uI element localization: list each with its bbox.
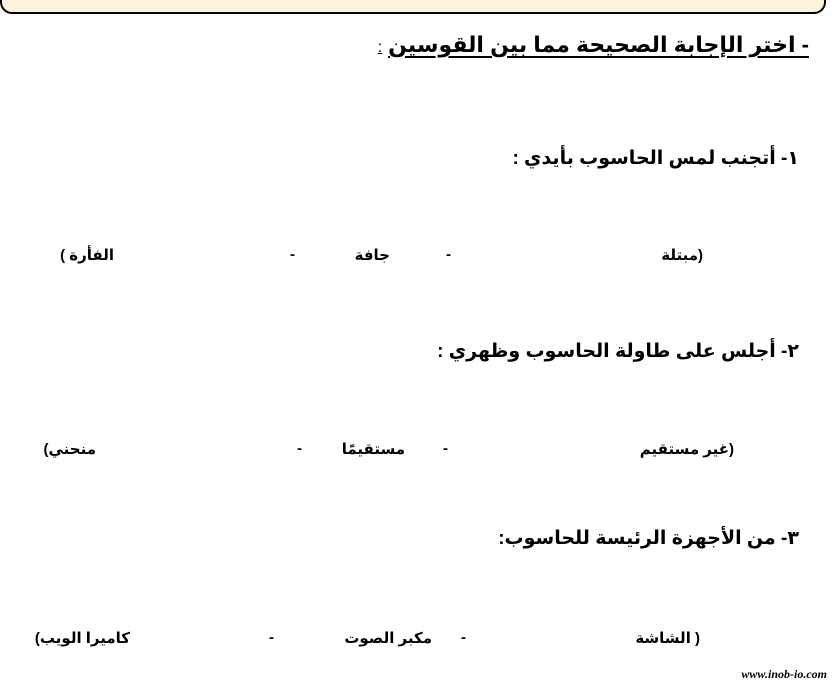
question-2-text: ٢- أجلس على طاولة الحاسوب وظهري :: [437, 341, 799, 362]
question-1-separator-2: -: [290, 246, 295, 263]
question-2-option-1: (غير مستقيم: [639, 441, 734, 458]
question-1-options: [0, 246, 839, 268]
instruction-heading-colon: :: [377, 39, 383, 56]
instruction-heading: [378, 32, 809, 58]
question-1-option-3: الفأرة ): [60, 247, 114, 264]
question-2-separator-1: -: [443, 440, 448, 457]
question-3-option-1: ( الشاشة: [635, 630, 700, 647]
instruction-heading-text: - اختر الإجابة الصحيحة مما بين القوسين: [388, 32, 809, 57]
question-2-option-2: مستقيمًا: [341, 441, 405, 458]
question-2-option-3: منحني): [43, 441, 96, 458]
question-3-option-2: مكبر الصوت: [344, 630, 432, 647]
question-2-separator-2: -: [297, 440, 302, 457]
top-decorative-frame: [0, 0, 826, 14]
question-2-options: [0, 440, 839, 462]
question-3-option-3: كاميرا الويب): [34, 630, 130, 647]
question-1-option-1: (مبتلة: [661, 247, 703, 264]
question-3-options: [0, 629, 839, 651]
question-1-text: ١- أتجنب لمس الحاسوب بأيدي :: [512, 148, 799, 169]
site-url-watermark: www.inob-io.com: [741, 667, 827, 681]
question-1-separator-1: -: [446, 246, 451, 263]
question-3-separator-1: -: [461, 629, 466, 646]
question-1-option-2: جافة: [354, 247, 390, 264]
question-3-text: ٣- من الأجهزة الرئيسة للحاسوب:: [498, 528, 799, 549]
question-3-separator-2: -: [269, 629, 274, 646]
